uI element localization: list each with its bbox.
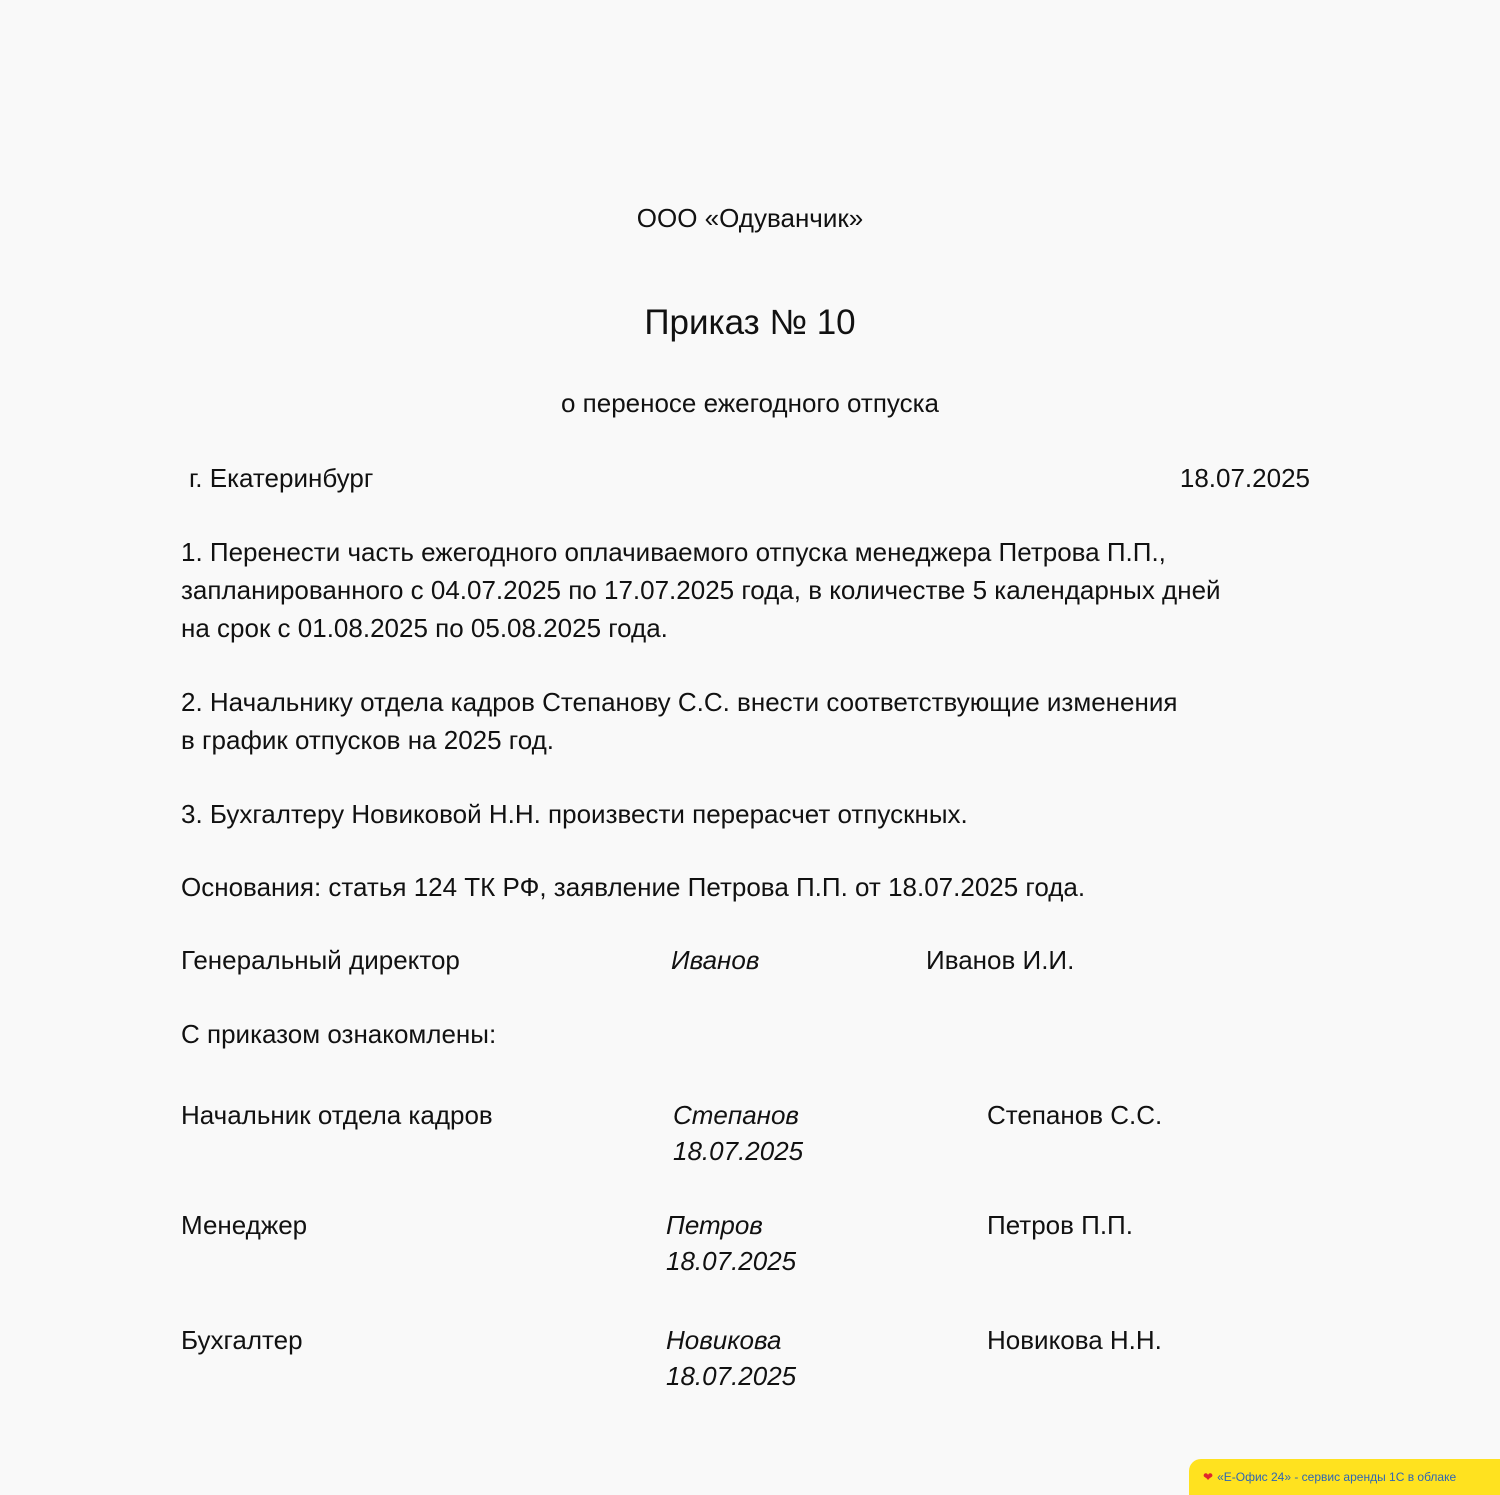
acquainted-signature <box>666 1207 796 1279</box>
acquainted-signature <box>673 1097 803 1169</box>
acquainted-position: Менеджер <box>181 1210 308 1240</box>
order-item-1 <box>181 533 1221 647</box>
acquainted-position: Бухгалтер <box>181 1325 303 1355</box>
director-name: Иванов И.И. <box>926 945 1075 975</box>
signature-name: Новикова <box>666 1325 782 1355</box>
director-signature: Иванов <box>671 945 760 975</box>
city: г. Екатеринбург <box>189 463 374 493</box>
order-item-3: 3. Бухгалтеру Новиковой Н.Н. произвести перерасчет отпускных. <box>181 799 968 829</box>
order-item-1-line-2: запланированного с 04.07.2025 по 17.07.2025 года, в количестве 5 календарных дней <box>181 575 1221 605</box>
order-item-1-line-1: 1. Перенести часть ежегодного оплачиваемого отпуска менеджера Петрова П.П., <box>181 537 1166 567</box>
order-item-1-line-3: на срок с 01.08.2025 по 05.08.2025 года. <box>181 613 668 643</box>
director-position: Генеральный директор <box>181 945 460 975</box>
heart-icon: ❤ <box>1203 1470 1214 1484</box>
acquainted-position: Начальник отдела кадров <box>181 1100 493 1130</box>
order-item-2 <box>181 683 1177 759</box>
acquainted-name: Петров П.П. <box>987 1210 1133 1240</box>
signature-name: Петров <box>666 1210 763 1240</box>
company-name: ООО «Одуванчик» <box>636 203 864 233</box>
signature-date: 18.07.2025 <box>673 1136 804 1166</box>
acquainted-name: Новикова Н.Н. <box>987 1325 1162 1355</box>
document-title: Приказ № 10 <box>644 303 856 342</box>
document-date: 18.07.2025 <box>1179 463 1310 493</box>
document-subtitle: о переносе ежегодного отпуска <box>560 388 940 418</box>
signature-date: 18.07.2025 <box>666 1246 797 1276</box>
service-badge-text: «Е-Офис 24» - сервис аренды 1С в облаке <box>1217 1470 1457 1484</box>
acquainted-name: Степанов С.С. <box>987 1100 1163 1130</box>
acquainted-label: С приказом ознакомлены: <box>181 1019 497 1049</box>
order-item-2-line-2: в график отпусков на 2025 год. <box>181 725 555 755</box>
basis: Основания: статья 124 ТК РФ, заявление Петрова П.П. от 18.07.2025 года. <box>181 872 1086 902</box>
service-badge[interactable] <box>1189 1459 1500 1495</box>
order-item-2-line-1: 2. Начальнику отдела кадров Степанову С.С. внести соответствующие изменения <box>181 687 1178 717</box>
signature-date: 18.07.2025 <box>666 1361 797 1391</box>
signature-name: Степанов <box>673 1100 800 1130</box>
acquainted-signature <box>666 1322 796 1394</box>
